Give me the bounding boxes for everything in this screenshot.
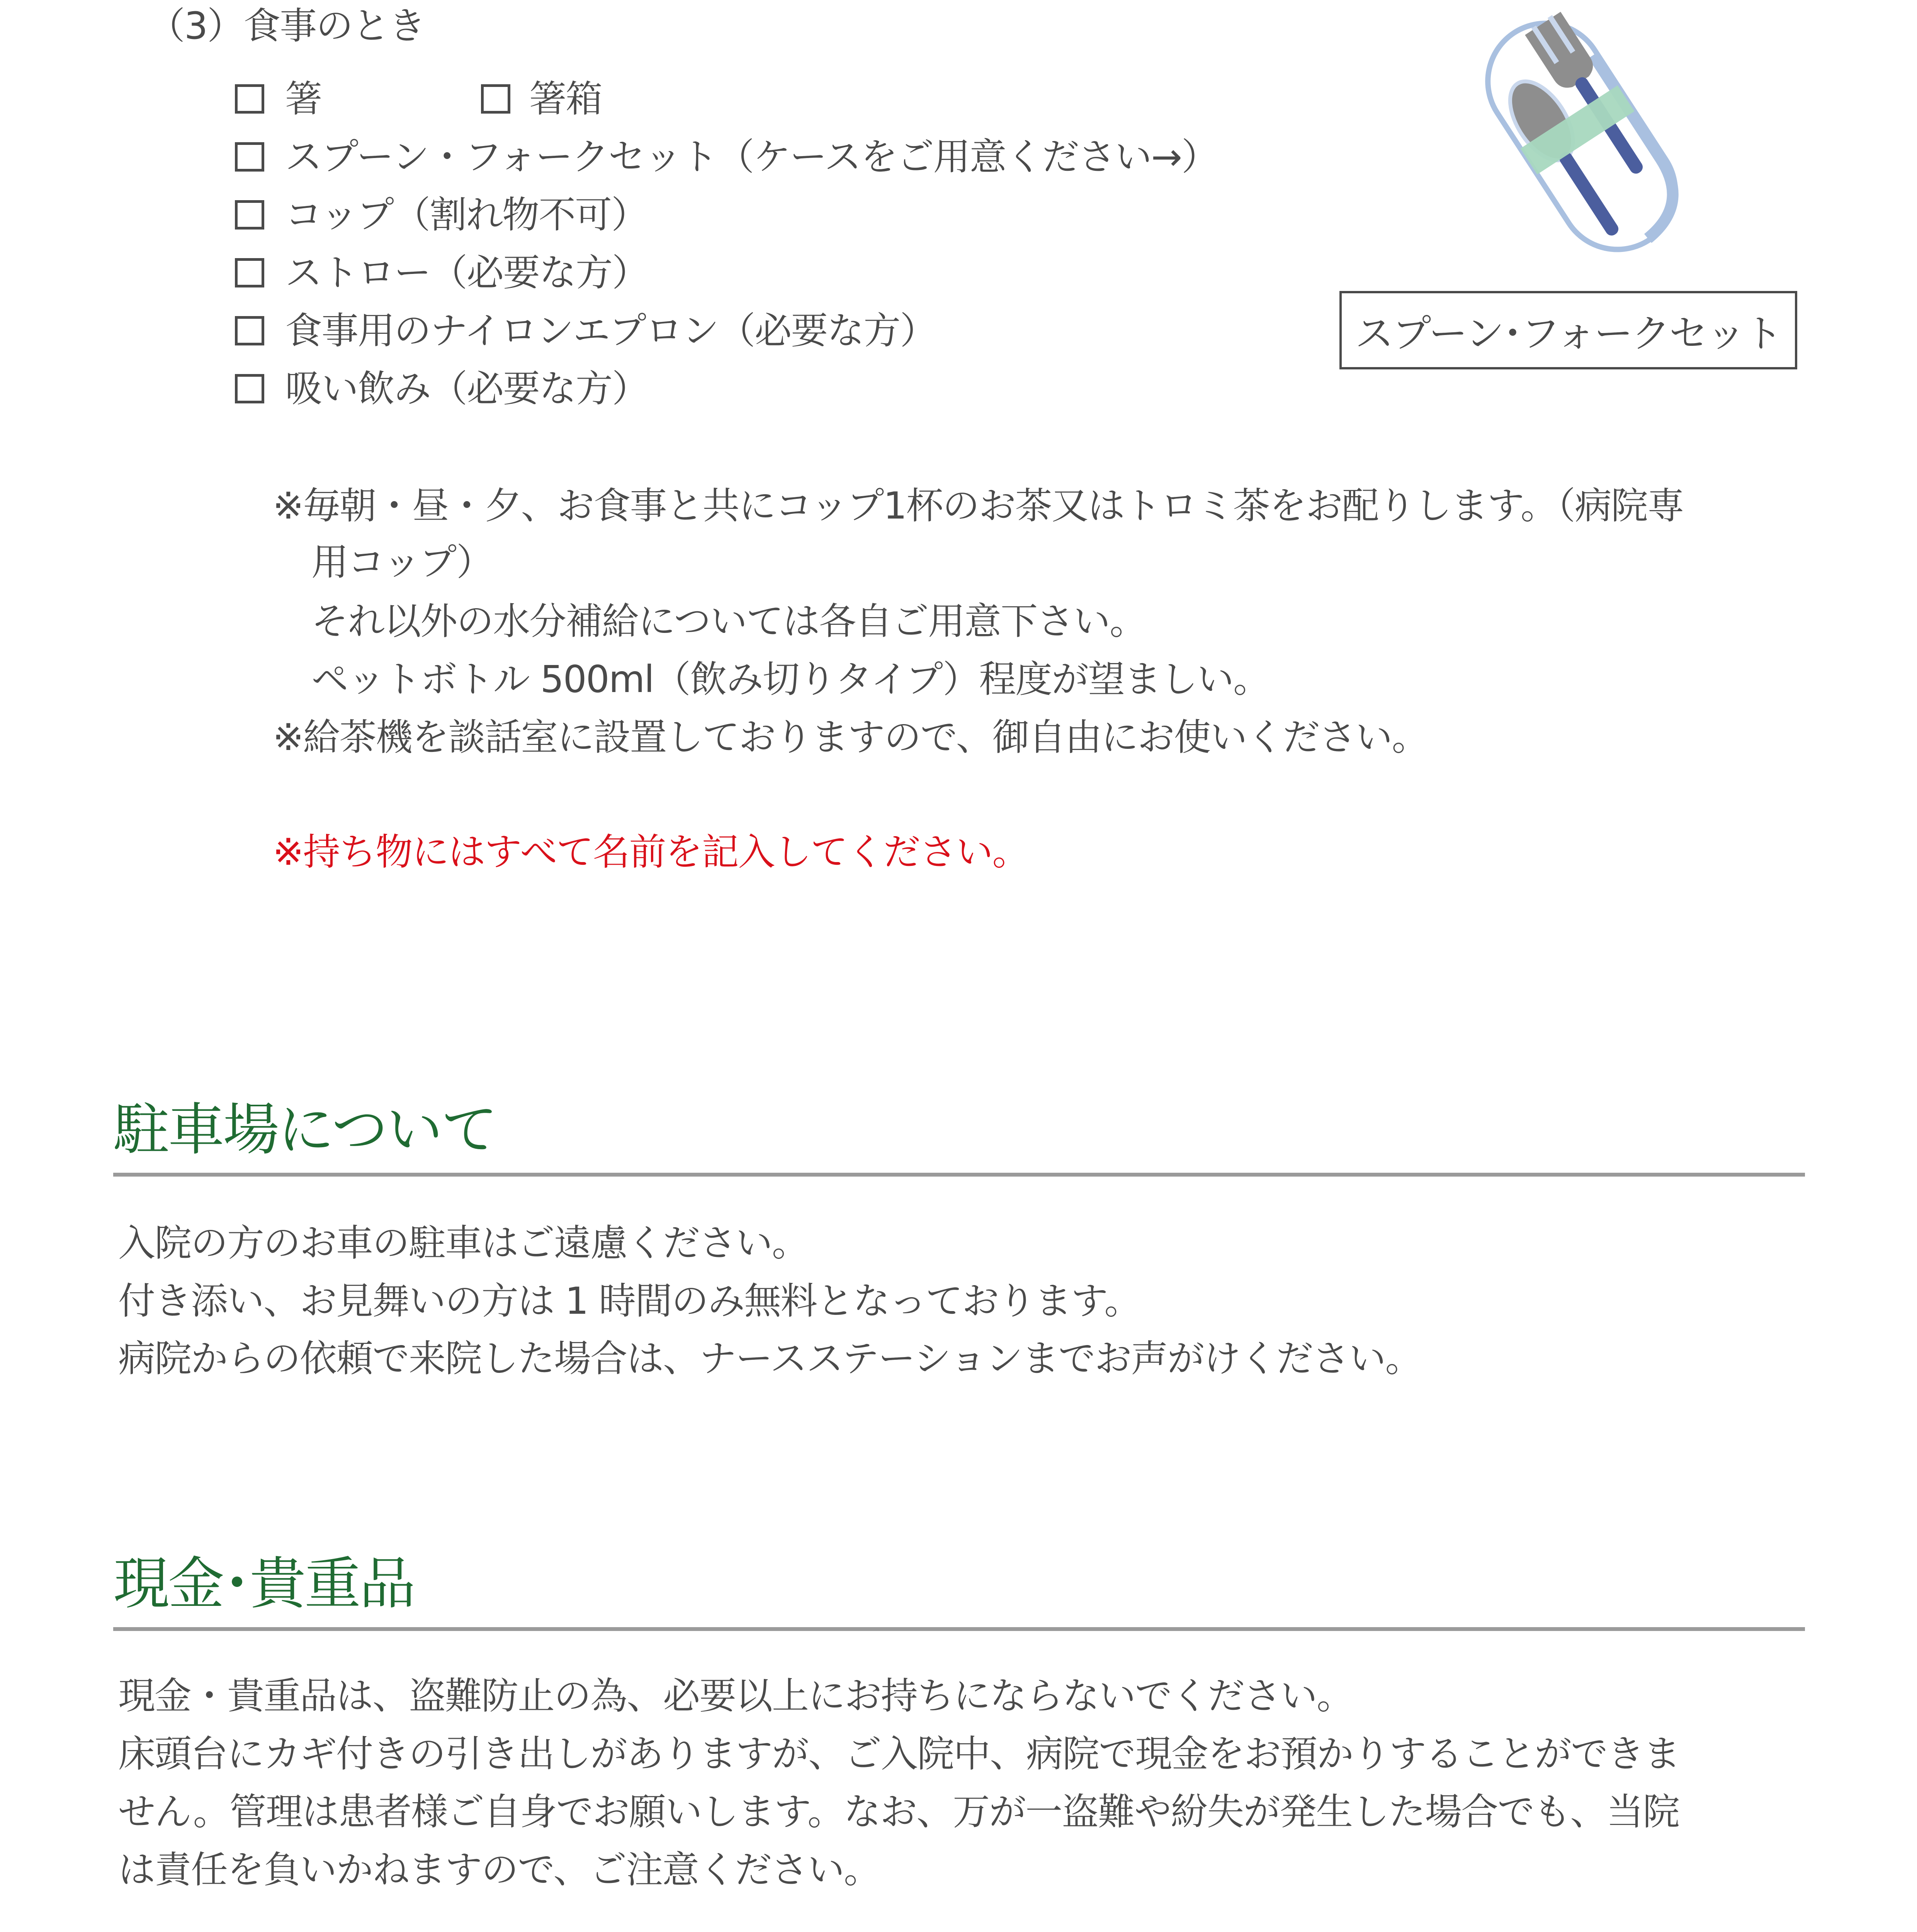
checkbox[interactable] — [481, 84, 510, 114]
checklist-label: 箸 — [285, 77, 321, 121]
section-divider — [113, 1627, 1805, 1631]
image-caption-box: スプーン･フォークセット — [1339, 291, 1797, 369]
body-line: 入院の方のお車の駐車はご遠慮ください。 — [118, 1221, 808, 1265]
body-line: 病院からの依頼で来院した場合は、ナースステーションまでお声がけください。 — [118, 1337, 1422, 1380]
body-line: 床頭台にカギ付きの引き出しがありますが、ご入院中、病院で現金をお預かりすることができま — [118, 1732, 1680, 1776]
body-line: 現金・貴重品は、盗難防止の為、必要以上にお持ちにならないでください。 — [118, 1674, 1353, 1718]
checkbox[interactable] — [235, 316, 264, 345]
meal-section-title: （3）食事のとき — [148, 4, 425, 48]
checkbox[interactable] — [235, 374, 264, 403]
checkbox[interactable] — [235, 200, 264, 230]
checkbox[interactable] — [235, 84, 264, 114]
valuables-heading: 現金･貴重品 — [113, 1551, 414, 1617]
body-line: せん。管理は患者様ご自身でお願いします。なお、万が一盗難や紛失が発生した場合でも、当院 — [118, 1790, 1679, 1833]
note-line: ※毎朝・昼・夕、お食事と共にコップ1杯のお茶又はトロミ茶をお配りします。（病院専 — [273, 484, 1684, 527]
checklist-label: 箸箱 — [529, 77, 602, 121]
checklist-label: 吸い飲み（必要な方） — [285, 367, 648, 410]
checklist-label: コップ（割れ物不可） — [285, 193, 648, 236]
checklist-label: スプーン・フォークセット（ケースをご用意ください→） — [285, 135, 1218, 179]
body-line: 付き添い、お見舞いの方は 1 時間のみ無料となっております。 — [118, 1279, 1141, 1323]
parking-heading: 駐車場について — [113, 1097, 496, 1163]
body-line: は責任を負いかねますので、ご注意ください。 — [118, 1848, 880, 1891]
note-line: 用コップ） — [311, 541, 493, 584]
checklist-label: ストロー（必要な方） — [285, 251, 648, 294]
checkbox[interactable] — [235, 258, 264, 287]
section-divider — [113, 1173, 1805, 1177]
checkbox[interactable] — [235, 142, 264, 172]
spoon-fork-case-illustration — [1406, 0, 1746, 270]
checklist-label: 食事用のナイロンエプロン（必要な方） — [285, 309, 936, 352]
note-line: ペットボトル 500ml（飲み切りタイプ）程度が望ましい。 — [311, 658, 1270, 701]
note-line: ※給茶機を談話室に設置しておりますので、御自由にお使いください。 — [273, 716, 1428, 759]
note-line: それ以外の水分補給については各自ご用意下さい。 — [311, 600, 1146, 643]
name-label-warning: ※持ち物にはすべて名前を記入してください。 — [273, 830, 1029, 874]
